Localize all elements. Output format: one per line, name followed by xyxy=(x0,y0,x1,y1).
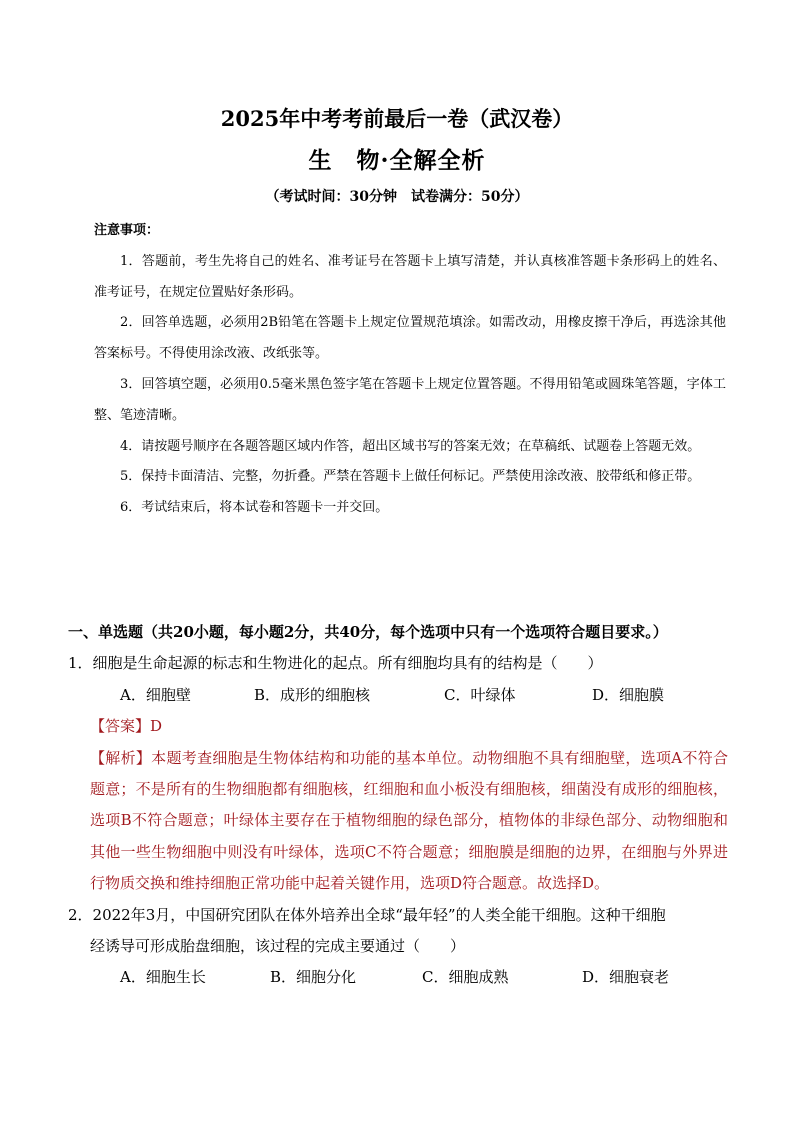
question-2-options xyxy=(68,962,728,993)
option-d: D．细胞膜 xyxy=(592,685,665,704)
option-b: B．成形的细胞核 xyxy=(254,685,371,704)
exam-info: （考试时间：30分钟 试卷满分：50分） xyxy=(265,189,529,205)
note-item: 1．答题前，考生先将自己的姓名、准考证号在答题卡上填写清楚，并认真核准答题卡条形码上的姓名、准考证号，在规定位置贴好条形码。 xyxy=(94,253,726,300)
option-d: D．细胞衰老 xyxy=(582,968,670,987)
notes-block xyxy=(94,216,726,524)
note-item: 6．考试结束后，将本试卷和答题卡一并交回。 xyxy=(120,500,389,516)
page-subtitle: 生 物·全解全析 xyxy=(308,147,486,174)
question-2-stem-line2: 经诱导可形成胎盘细胞，该过程的完成主要通过（ ） xyxy=(90,937,466,956)
question-1-stem: 1．细胞是生命起源的标志和生物进化的起点。所有细胞均具有的结构是（ ） xyxy=(68,654,603,673)
option-a: A．细胞生长 xyxy=(120,968,206,987)
page-title: 2025年中考考前最后一卷（武汉卷） xyxy=(220,106,574,131)
note-item: 5．保持卡面清洁、完整，勿折叠。严禁在答题卡上做任何标记。严禁使用涂改液、胶带纸和修正带。 xyxy=(120,469,701,485)
option-b: B．细胞分化 xyxy=(270,968,357,987)
note-item: 2．回答单选题，必须用2B铅笔在答题卡上规定位置规范填涂。如需改动，用橡皮擦干净后，再选涂其他答案标号。不得使用涂改液、改纸张等。 xyxy=(94,315,726,362)
note-item: 3．回答填空题，必须用0.5毫米黑色签字笔在答题卡上规定位置答题。不得用铅笔或圆珠笔答题，字体工整、笔迹清晰。 xyxy=(94,376,726,423)
question-2-stem-line1: 2．2022年3月，中国研究团队在体外培养出全球“最年轻”的人类全能干细胞。这种干细胞 xyxy=(68,905,666,924)
note-item: 4．请按题号顺序在各题答题区域内作答，超出区域书写的答案无效；在草稿纸、试题卷上答题无效。 xyxy=(120,438,701,454)
notes-label: 注意事项： xyxy=(94,223,160,238)
section-title: 一、单选题（共20小题，每小题2分，共40分，每个选项中只有一个选项符合题目要求。） xyxy=(68,623,668,641)
option-c: C．叶绿体 xyxy=(444,685,516,704)
option-c: C．细胞成熟 xyxy=(422,968,509,987)
question-1-analysis: 【解析】本题考查细胞是生物体结构和功能的基本单位。动物细胞不具有细胞壁，选项A不符合题意；不是所有的生物细胞都有细胞核，红细胞和血小板没有细胞核，细菌没有成形的细胞核，选项B不符合题意；叶绿体主要存在于植物细胞的绿色部分，植物体的非绿色部分、动物细胞和其他一些生物细胞中则没有叶绿体，选项C不符合题意；细胞膜是细胞的边界，在细胞与外界进行物质交换和维持细胞正常功能中起着关键作用，选项D符合题意。故选择D。 xyxy=(90,748,728,893)
questions-block xyxy=(68,617,728,994)
question-1-answer: 【答案】D xyxy=(90,717,163,736)
question-1-options xyxy=(68,680,728,711)
option-a: A．细胞壁 xyxy=(120,685,191,704)
